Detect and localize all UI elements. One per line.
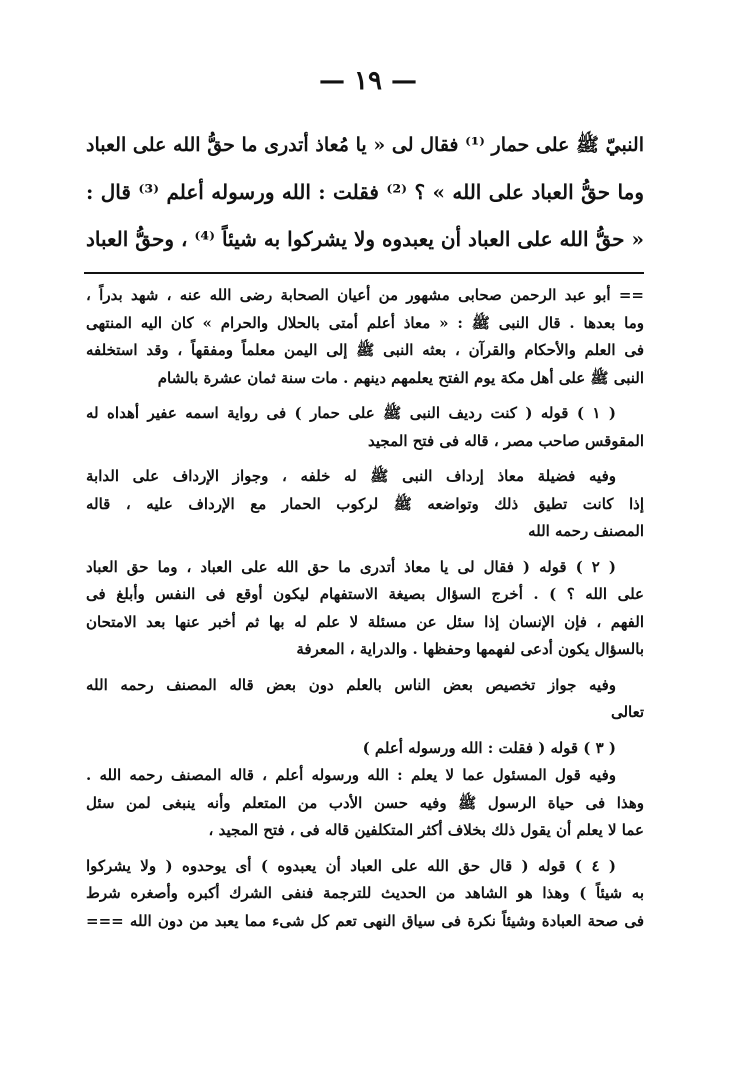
footnote-line: المصنف رحمه الله (528, 522, 644, 540)
page-number: — ١٩ — (318, 66, 418, 96)
footnote-line: على الله ؟ ) . أخرج السؤال بصيغة الاستفهام ليكون أوقع فى النفس وأبلغ فى (86, 585, 644, 603)
footnote-line: عما لا يعلم أن يقول ذلك بخلاف أكثر المتكلفين قاله فى ، فتح المجيد ، (208, 821, 644, 839)
main-text-line: النبيّ ﷺ على حمار ⁽¹⁾ فقال لى « يا مُعاذ أتدرى ما حقُّ الله على العباد (86, 134, 645, 156)
footnote-line: فى صحة العبادة وشيئاً نكرة فى سياق النهى تعم كل شىء مما يعبد من دون الله === (86, 911, 644, 930)
footnote-line: بالسؤال يكون أدعى لفهمها وحفظها . والدراية ، المعرفة (296, 640, 644, 658)
footnote-line: وفيه فضيلة معاذ إرداف النبى ﷺ له خلفه ، وجواز الإرداف على الدابة (86, 467, 616, 485)
main-text-line: « حقُّ الله على العباد أن يعبدوه ولا يشركوا به شيئاً ⁽⁴⁾ ، وحقُّ العباد (85, 227, 644, 251)
footnote-line: به شيئاً ) وهذا هو الشاهد من الحديث للترجمة فنفى الشرك أكبره وأصغره شرط (86, 884, 644, 902)
footnote-separator (84, 272, 644, 274)
main-text (86, 122, 644, 263)
footnote-line: ( ٢ ) قوله ( فقال لى يا معاذ أتدرى ما حق الله على العباد ، وما حق العباد (86, 557, 617, 576)
footnote-line: تعالى (610, 703, 644, 721)
footnote-line: النبى ﷺ على أهل مكة يوم الفتح يعلمهم دينهم . مات سنة ثمان عشرة بالشام (157, 368, 644, 387)
footnote-line: وما بعدها . قال النبى ﷺ : « معاذ أعلم أمتى بالحلال والحرام » كان اليه المنتهى (86, 313, 644, 332)
footnote-line: ( ١ ) قوله ( كنت رديف النبى ﷺ على حمار ) فى رواية اسمه عفير أهداه له (86, 404, 616, 422)
footnote-line: الفهم ، فإن الإنسان إذا سئل عن مسئلة لا علم له بها ثم أخبر عنها بعد الامتحان (86, 612, 644, 631)
footnote-line: == أبو عبد الرحمن صحابى مشهور من أعيان الصحابة رضى الله عنه ، شهد بدراً ، (86, 286, 644, 304)
main-text-line: وما حقُّ العباد على الله » ؟ ⁽²⁾ فقلت : الله ورسوله أعلم ⁽³⁾ قال : (86, 180, 645, 204)
footnote-line: المقوقس صاحب مصر ، قاله فى فتح المجيد (368, 431, 644, 450)
footnote-line: وهذا فى حياة الرسول ﷺ وفيه حسن الأدب من المتعلم وأنه ينبغى لمن سئل (86, 793, 644, 812)
footnote-line: وفيه جواز تخصيص بعض الناس بالعلم دون بعض قاله المصنف رحمه الله (86, 675, 616, 694)
footnote-line: إذا كانت تطيق ذلك وتواضعه ﷺ لركوب الحمار مع الإرداف عليه ، قاله (86, 494, 644, 513)
footnotes (86, 282, 644, 935)
footnote-line: ( ٣ ) قوله ( فقلت : الله ورسوله أعلم ) (362, 738, 616, 757)
footnote-line: فى العلم والأحكام والقرآن ، بعثه النبى ﷺ إلى اليمن معلماً ومفقهاً ، وقد استخلفه (86, 341, 644, 359)
footnote-line: ( ٤ ) قوله ( قال حق الله على العباد أن يعبدوه ) أى يوحدوه ( ولا يشركوا (86, 856, 616, 875)
footnote-line: وفيه قول المسئول عما لا يعلم : الله ورسوله أعلم ، قاله المصنف رحمه الله . (86, 766, 616, 784)
